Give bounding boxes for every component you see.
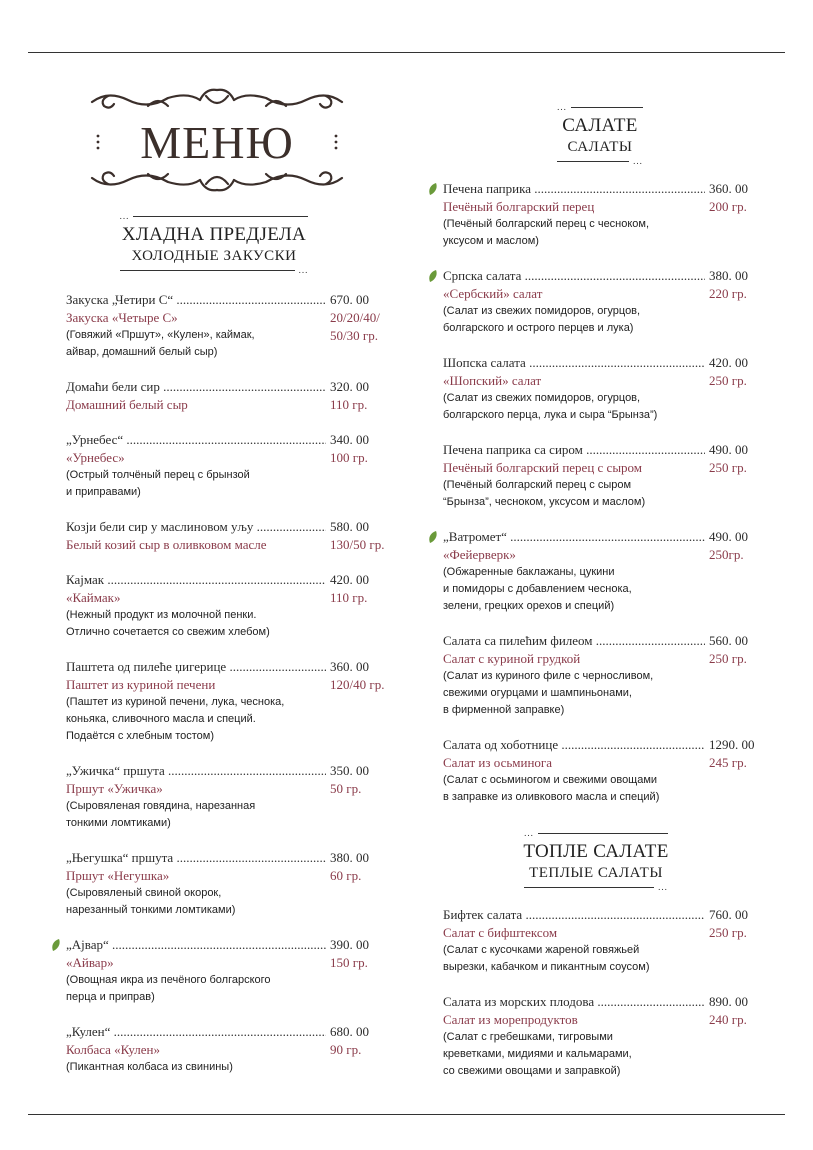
leaf-icon <box>428 269 438 283</box>
menu-item <box>443 993 775 1080</box>
item-description <box>66 1059 396 1076</box>
item-name-serbian: „Ајвар“ ..... <box>66 936 326 954</box>
item-price: 390. 00 <box>330 937 369 952</box>
item-weight: 150 гр. <box>330 955 368 970</box>
item-description-line: Отлично сочетается со свежим хлебом) <box>66 626 270 638</box>
item-price: 340. 00 <box>330 432 369 447</box>
item-name-serbian: „Урнебес“ ..... <box>66 431 326 449</box>
menu-item <box>443 632 775 719</box>
item-description-line: (Салат с осьминогом и свежими овощами <box>443 774 658 786</box>
menu-item <box>443 906 775 976</box>
item-name-russian: «Айвар» <box>66 955 114 970</box>
item-description-line: айвар, домашний белый сыр) <box>66 346 218 358</box>
section-subtitle: ХОЛОДНЫЕ ЗАКУСКИ <box>131 248 297 264</box>
item-description <box>66 694 396 745</box>
item-name-russian: Печёный болгарский перец <box>443 199 595 214</box>
item-price: 490. 00 <box>709 442 748 457</box>
item-description <box>443 477 775 511</box>
item-description <box>443 390 775 424</box>
item-description <box>443 772 775 806</box>
item-description <box>66 798 396 832</box>
item-name-russian: Салат из морепродуктов <box>443 1012 578 1027</box>
item-weight: 245 гр. <box>709 755 747 770</box>
item-description-line: вырезки, кабачком и пикантным соусом) <box>443 961 650 973</box>
item-description-line: перца и приправ) <box>66 991 155 1003</box>
item-name-russian: Пршут «Ужичка» <box>66 781 163 796</box>
item-price: 380. 00 <box>709 268 748 283</box>
item-name-serbian: Кајмак ..... <box>66 571 326 589</box>
item-description-line: со свежими овощами и заправкой) <box>443 1065 621 1077</box>
item-price: 580. 00 <box>330 519 369 534</box>
item-description-line: (Сыровяленая говядина, нарезанная <box>66 800 256 812</box>
item-weight: 250 гр. <box>709 651 747 666</box>
item-name-serbian: Салата од хоботнице ..... <box>443 736 705 754</box>
item-price: 320. 00 <box>330 379 369 394</box>
item-name-serbian: Закуска „Четири С“ ..... <box>66 291 326 309</box>
item-weight: 90 гр. <box>330 1042 362 1057</box>
item-name-russian: Салат с куриной грудкой <box>443 651 581 666</box>
menu-item <box>66 291 396 361</box>
top-rule <box>28 52 785 53</box>
item-description-line: нарезанный тонкими ломтиками) <box>66 904 236 916</box>
item-weight: 60 гр. <box>330 868 362 883</box>
item-name-russian: Пршут «Негушка» <box>66 868 170 883</box>
item-description <box>443 1029 775 1080</box>
item-name-serbian: Салата из морских плодова ..... <box>443 993 705 1011</box>
menu-item <box>66 378 396 414</box>
item-name-russian: Салат из осьминога <box>443 755 553 770</box>
item-description <box>66 885 396 919</box>
item-price: 560. 00 <box>709 633 748 648</box>
item-description-line: (Салат с гребешками, тигровыми <box>443 1031 613 1043</box>
item-weight: 20/20/40/ <box>330 310 380 325</box>
item-name-serbian: Печена паприка ..... <box>443 180 705 198</box>
menu-item <box>66 571 396 641</box>
section-header-warm: ... ТОПЛЕ САЛАТЕ ТЕПЛЫЕ САЛАТЫ ... <box>518 829 674 891</box>
item-weight-extra: 50/30 гр. <box>330 328 378 343</box>
item-description-line: (Овощная икра из печёного болгарского <box>66 974 271 986</box>
item-description-line: тонкими ломтиками) <box>66 817 171 829</box>
item-price: 1290. 00 <box>709 737 755 752</box>
item-description-line: (Острый толчёный перец с брынзой <box>66 469 250 481</box>
menu-item <box>66 431 396 501</box>
item-description-line: уксусом и маслом) <box>443 235 539 247</box>
menu-item <box>66 1023 396 1076</box>
item-name-russian: «Сербский» салат <box>443 286 543 301</box>
item-weight: 240 гр. <box>709 1012 747 1027</box>
menu-item <box>443 267 775 337</box>
menu-item <box>66 658 396 745</box>
section-title: ХЛАДНА ПРЕДЈЕЛА <box>121 224 307 245</box>
item-weight: 50 гр. <box>330 781 362 796</box>
items-list-salads <box>443 180 775 823</box>
item-description <box>66 607 396 641</box>
item-weight: 200 гр. <box>709 199 747 214</box>
item-name-russian: Печёный болгарский перец с сыром <box>443 460 643 475</box>
item-description-line: (Обжаренные баклажаны, цукини <box>443 566 615 578</box>
item-description-line: (Салат из свежих помидоров, огурцов, <box>443 392 641 404</box>
item-description <box>443 668 775 719</box>
menu-item <box>66 762 396 832</box>
item-description-line: (Нежный продукт из молочной пенки. <box>66 609 257 621</box>
item-name-serbian: Бифтек салата ..... <box>443 906 705 924</box>
item-name-serbian: „Његушка“ пршута ..... <box>66 849 326 867</box>
item-description-line: в фирменной заправке) <box>443 704 565 716</box>
item-name-serbian: Српска салата ..... <box>443 267 705 285</box>
bottom-rule <box>28 1114 785 1115</box>
item-weight: 120/40 гр. <box>330 677 385 692</box>
item-description-line: (Салат из свежих помидоров, огурцов, <box>443 305 641 317</box>
item-name-russian: Закуска «Четыре С» <box>66 310 178 325</box>
section-header-salads: ... САЛАТЕ САЛАТЫ ... <box>550 103 650 165</box>
page-title: МЕНЮ <box>140 117 294 168</box>
item-description-line: и помидоры с добавлением чеснока, <box>443 583 632 595</box>
item-description-line: (Пикантная колбаса из свинины) <box>66 1061 233 1073</box>
item-price: 490. 00 <box>709 529 748 544</box>
section-subtitle: ТЕПЛЫЕ САЛАТЫ <box>529 865 663 881</box>
item-name-serbian: Печена паприка са сиром ..... <box>443 441 705 459</box>
item-description-line: (Паштет из куриной печени, лука, чеснока, <box>66 696 285 708</box>
item-description-line: и приправами) <box>66 486 141 498</box>
leaf-icon <box>428 530 438 544</box>
menu-item <box>443 354 775 424</box>
item-name-russian: «Урнебес» <box>66 450 125 465</box>
item-weight: 100 гр. <box>330 450 368 465</box>
section-header-cold: ... ХЛАДНА ПРЕДЈЕЛА ХОЛОДНЫЕ ЗАКУСКИ ... <box>112 212 316 274</box>
item-price: 760. 00 <box>709 907 748 922</box>
item-description-line: “Брынза”, чесноком, уксусом и маслом) <box>443 496 646 508</box>
item-weight: 250 гр. <box>709 460 747 475</box>
item-description <box>66 972 396 1006</box>
item-description <box>443 303 775 337</box>
items-list-cold <box>66 291 396 1093</box>
item-price: 420. 00 <box>330 572 369 587</box>
menu-logo <box>88 82 346 202</box>
section-subtitle: САЛАТЫ <box>567 139 633 155</box>
item-description-line: (Салат с кусочками жареной говяжьей <box>443 944 640 956</box>
item-description-line: зелени, грецких орехов и специй) <box>443 600 615 612</box>
item-description <box>443 564 775 615</box>
menu-item <box>443 528 775 615</box>
menu-item <box>66 518 396 554</box>
item-description-line: свежими огурцами и шампиньонами, <box>443 687 632 699</box>
item-price: 380. 00 <box>330 850 369 865</box>
item-name-russian: Паштет из куриной печени <box>66 677 216 692</box>
item-description-line: коньяка, сливочного масла и специй. <box>66 713 256 725</box>
item-price: 360. 00 <box>330 659 369 674</box>
item-name-russian: «Каймак» <box>66 590 121 605</box>
item-description-line: (Салат из куриного филе с черносливом, <box>443 670 654 682</box>
item-description-line: креветками, мидиями и кальмарами, <box>443 1048 632 1060</box>
item-price: 680. 00 <box>330 1024 369 1039</box>
menu-item <box>443 441 775 511</box>
item-weight: 220 гр. <box>709 286 747 301</box>
section-title: САЛАТЕ <box>562 115 638 136</box>
item-description-line: (Сыровяленый свиной окорок, <box>66 887 222 899</box>
menu-item <box>66 849 396 919</box>
menu-item <box>66 936 396 1006</box>
item-description <box>443 216 775 250</box>
item-name-russian: «Фейерверк» <box>443 547 516 562</box>
item-description-line: в заправке из оливкового масла и специй) <box>443 791 660 803</box>
item-weight: 250 гр. <box>709 373 747 388</box>
item-description-line: (Говяжий «Пршут», «Кулен», каймак, <box>66 329 255 341</box>
item-price: 890. 00 <box>709 994 748 1009</box>
leaf-icon <box>51 938 61 952</box>
item-description-line: болгарского и острого перцев и лука) <box>443 322 634 334</box>
section-title: ТОПЛЕ САЛАТЕ <box>523 841 669 862</box>
item-name-serbian: Домаћи бели сир ..... <box>66 378 326 396</box>
item-price: 350. 00 <box>330 763 369 778</box>
item-name-russian: Колбаса «Кулен» <box>66 1042 161 1057</box>
item-weight: 250гр. <box>709 547 744 562</box>
item-price: 670. 00 <box>330 292 369 307</box>
item-weight: 110 гр. <box>330 397 368 412</box>
item-name-serbian: „Ужичка“ пршута ..... <box>66 762 326 780</box>
items-list-warm <box>443 906 775 1097</box>
menu-item <box>443 736 775 806</box>
item-price: 420. 00 <box>709 355 748 370</box>
item-name-serbian: „Ватромет“ ..... <box>443 528 705 546</box>
item-name-russian: «Шопский» салат <box>443 373 542 388</box>
item-name-russian: Домашний белый сыр <box>66 397 188 412</box>
item-description-line: болгарского перца, лука и сыра “Брынза”) <box>443 409 658 421</box>
item-name-russian: Белый козий сыр в оливковом масле <box>66 537 267 552</box>
item-name-serbian: Салата са пилећим филеом ..... <box>443 632 705 650</box>
item-name-serbian: Паштета од пилеће џигерице ..... <box>66 658 326 676</box>
item-weight: 250 гр. <box>709 925 747 940</box>
item-name-serbian: Шопска салата ..... <box>443 354 705 372</box>
menu-item <box>443 180 775 250</box>
item-description-line: (Печёный болгарский перец с сыром <box>443 479 632 491</box>
item-name-serbian: Козји бели сир у маслиновом уљу ..... <box>66 518 326 536</box>
item-description-line: (Печёный болгарский перец с чесноком, <box>443 218 650 230</box>
item-name-serbian: „Кулен“ ..... <box>66 1023 326 1041</box>
item-description <box>443 942 775 976</box>
item-name-russian: Салат с бифштексом <box>443 925 558 940</box>
item-description <box>66 467 396 501</box>
item-weight: 130/50 гр. <box>330 537 385 552</box>
item-price: 360. 00 <box>709 181 748 196</box>
item-weight: 110 гр. <box>330 590 368 605</box>
leaf-icon <box>428 182 438 196</box>
item-description-line: Подаётся с хлебным тостом) <box>66 730 215 742</box>
